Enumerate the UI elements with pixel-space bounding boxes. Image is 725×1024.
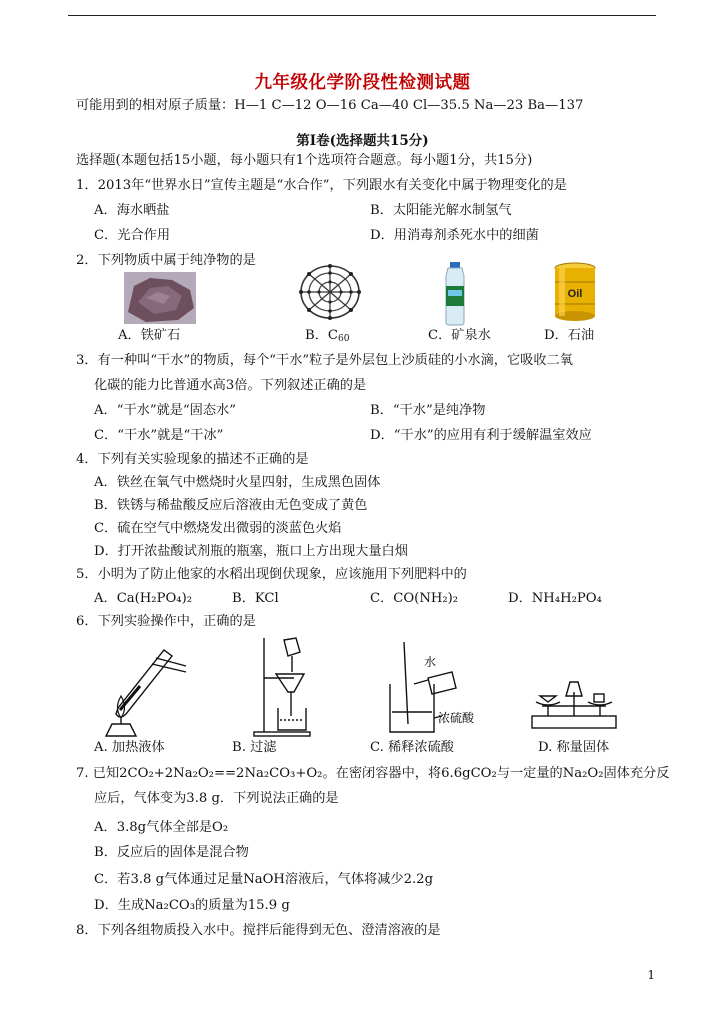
dilute-acid-diagram [382,638,478,738]
oil-drum-label: Oil [567,288,583,300]
oil-drum-image [553,262,597,322]
water-label: 水 [424,655,437,669]
q1-option-b: B．太阳能光解水制氢气 [370,203,512,218]
q3-option-b: B．“干水”是纯净物 [370,403,486,418]
balance-diagram [528,672,620,732]
q5-stem: 5．小明为了防止他家的水稻出现倒伏现象，应该施用下列肥料中的 [76,567,467,582]
q7-stem-line1: 7. 已知2CO₂+2Na₂O₂==2Na₂CO₃+O₂。在密闭容器中，将6.6gCO₂与一定量的Na₂O₂固体充分反 [76,766,670,781]
page-number: 1 [647,968,655,982]
filtration-diagram [250,634,314,738]
q2-option-d: D．石油 [544,328,595,343]
q6-stem: 6．下列实验操作中，正确的是 [76,614,256,629]
q6-option-c: C. 稀释浓硫酸 [370,740,454,755]
q2-stem: 2．下列物质中属于纯净物的是 [76,253,256,268]
q2-option-c: C．矿泉水 [428,328,491,343]
q1-stem: 1．2013年“世界水日”宣传主题是“水合作”，下列跟水有关变化中属于物理变化的是 [76,178,567,193]
q4-option-a: A．铁丝在氧气中燃烧时火星四射，生成黑色固体 [94,475,381,490]
section-title: 第Ⅰ卷(选择题共15分) [296,133,429,149]
q4-option-d: D．打开浓盐酸试剂瓶的瓶塞，瓶口上方出现大量白烟 [94,544,408,559]
header-rule [68,15,656,16]
q3-stem-line1: 3．有一种叫“干水”的物质，每个“干水”粒子是外层包上沙质硅的小水滴，它吸收二氧 [76,353,573,368]
q2-option-a: A．铁矿石 [118,328,181,343]
mineral-water-bottle-image [440,262,470,326]
q2-option-b: B．$C_{60}$ [305,328,350,344]
q5-option-c: C．CO(NH₂)₂ [370,591,459,606]
acid-label: 浓硫酸 [438,711,475,725]
q1-option-d: D．用消毒剂杀死水中的细菌 [370,228,539,243]
q1-option-c: C．光合作用 [94,228,171,243]
q4-option-c: C．硫在空气中燃烧发出微弱的淡蓝色火焰 [94,521,342,536]
q8-stem: 8．下列各组物质投入水中。搅拌后能得到无色、澄清溶液的是 [76,923,441,938]
q3-stem-line2: 化碳的能力比普通水高3倍。下列叙述正确的是 [94,378,367,393]
instructions: 选择题(本题包括15小题，每小题只有1个选项符合题意。每小题1分，共15分) [76,153,533,168]
iron-ore-image [124,272,196,324]
q3-option-c: C．“干水”就是“干冰” [94,428,224,443]
heating-liquid-diagram [96,636,192,740]
q3-option-d: D．“干水”的应用有利于缓解温室效应 [370,428,592,443]
q4-option-b: B．铁锈与稀盐酸反应后溶液由无色变成了黄色 [94,498,368,513]
q3-option-a: A．“干水”就是“固态水” [94,403,236,418]
q1-option-a: A．海水晒盐 [94,203,170,218]
q6-option-a: A. 加热液体 [94,740,165,755]
q5-option-a: A．Ca(H₂PO₄)₂ [94,591,192,606]
q4-stem: 4．下列有关实验现象的描述不正确的是 [76,452,309,467]
q7-option-b: B．反应后的固体是混合物 [94,845,249,860]
exam-title: 九年级化学阶段性检测试题 [254,73,471,93]
q7-option-d: D．生成Na₂CO₃的质量为15.9 g [94,898,290,913]
q7-option-c: C．若3.8 g气体通过足量NaOH溶液后，气体将减少2.2g [94,872,434,887]
atomic-masses: 可能用到的相对原子质量：H—1 C—12 O—16 Ca—40 Cl—35.5 Na—23 Ba—137 [76,98,584,113]
c60-molecule-image [298,264,362,320]
q7-option-a: A．3.8g气体全部是O₂ [94,820,229,835]
q6-option-d: D. 称量固体 [538,740,610,755]
q5-option-d: D．NH₄H₂PO₄ [508,591,602,606]
q5-option-b: B．KCl [232,591,279,606]
q7-stem-line2: 应后，气体变为3.8 g．下列说法正确的是 [94,791,339,806]
q6-option-b: B. 过滤 [232,740,277,755]
